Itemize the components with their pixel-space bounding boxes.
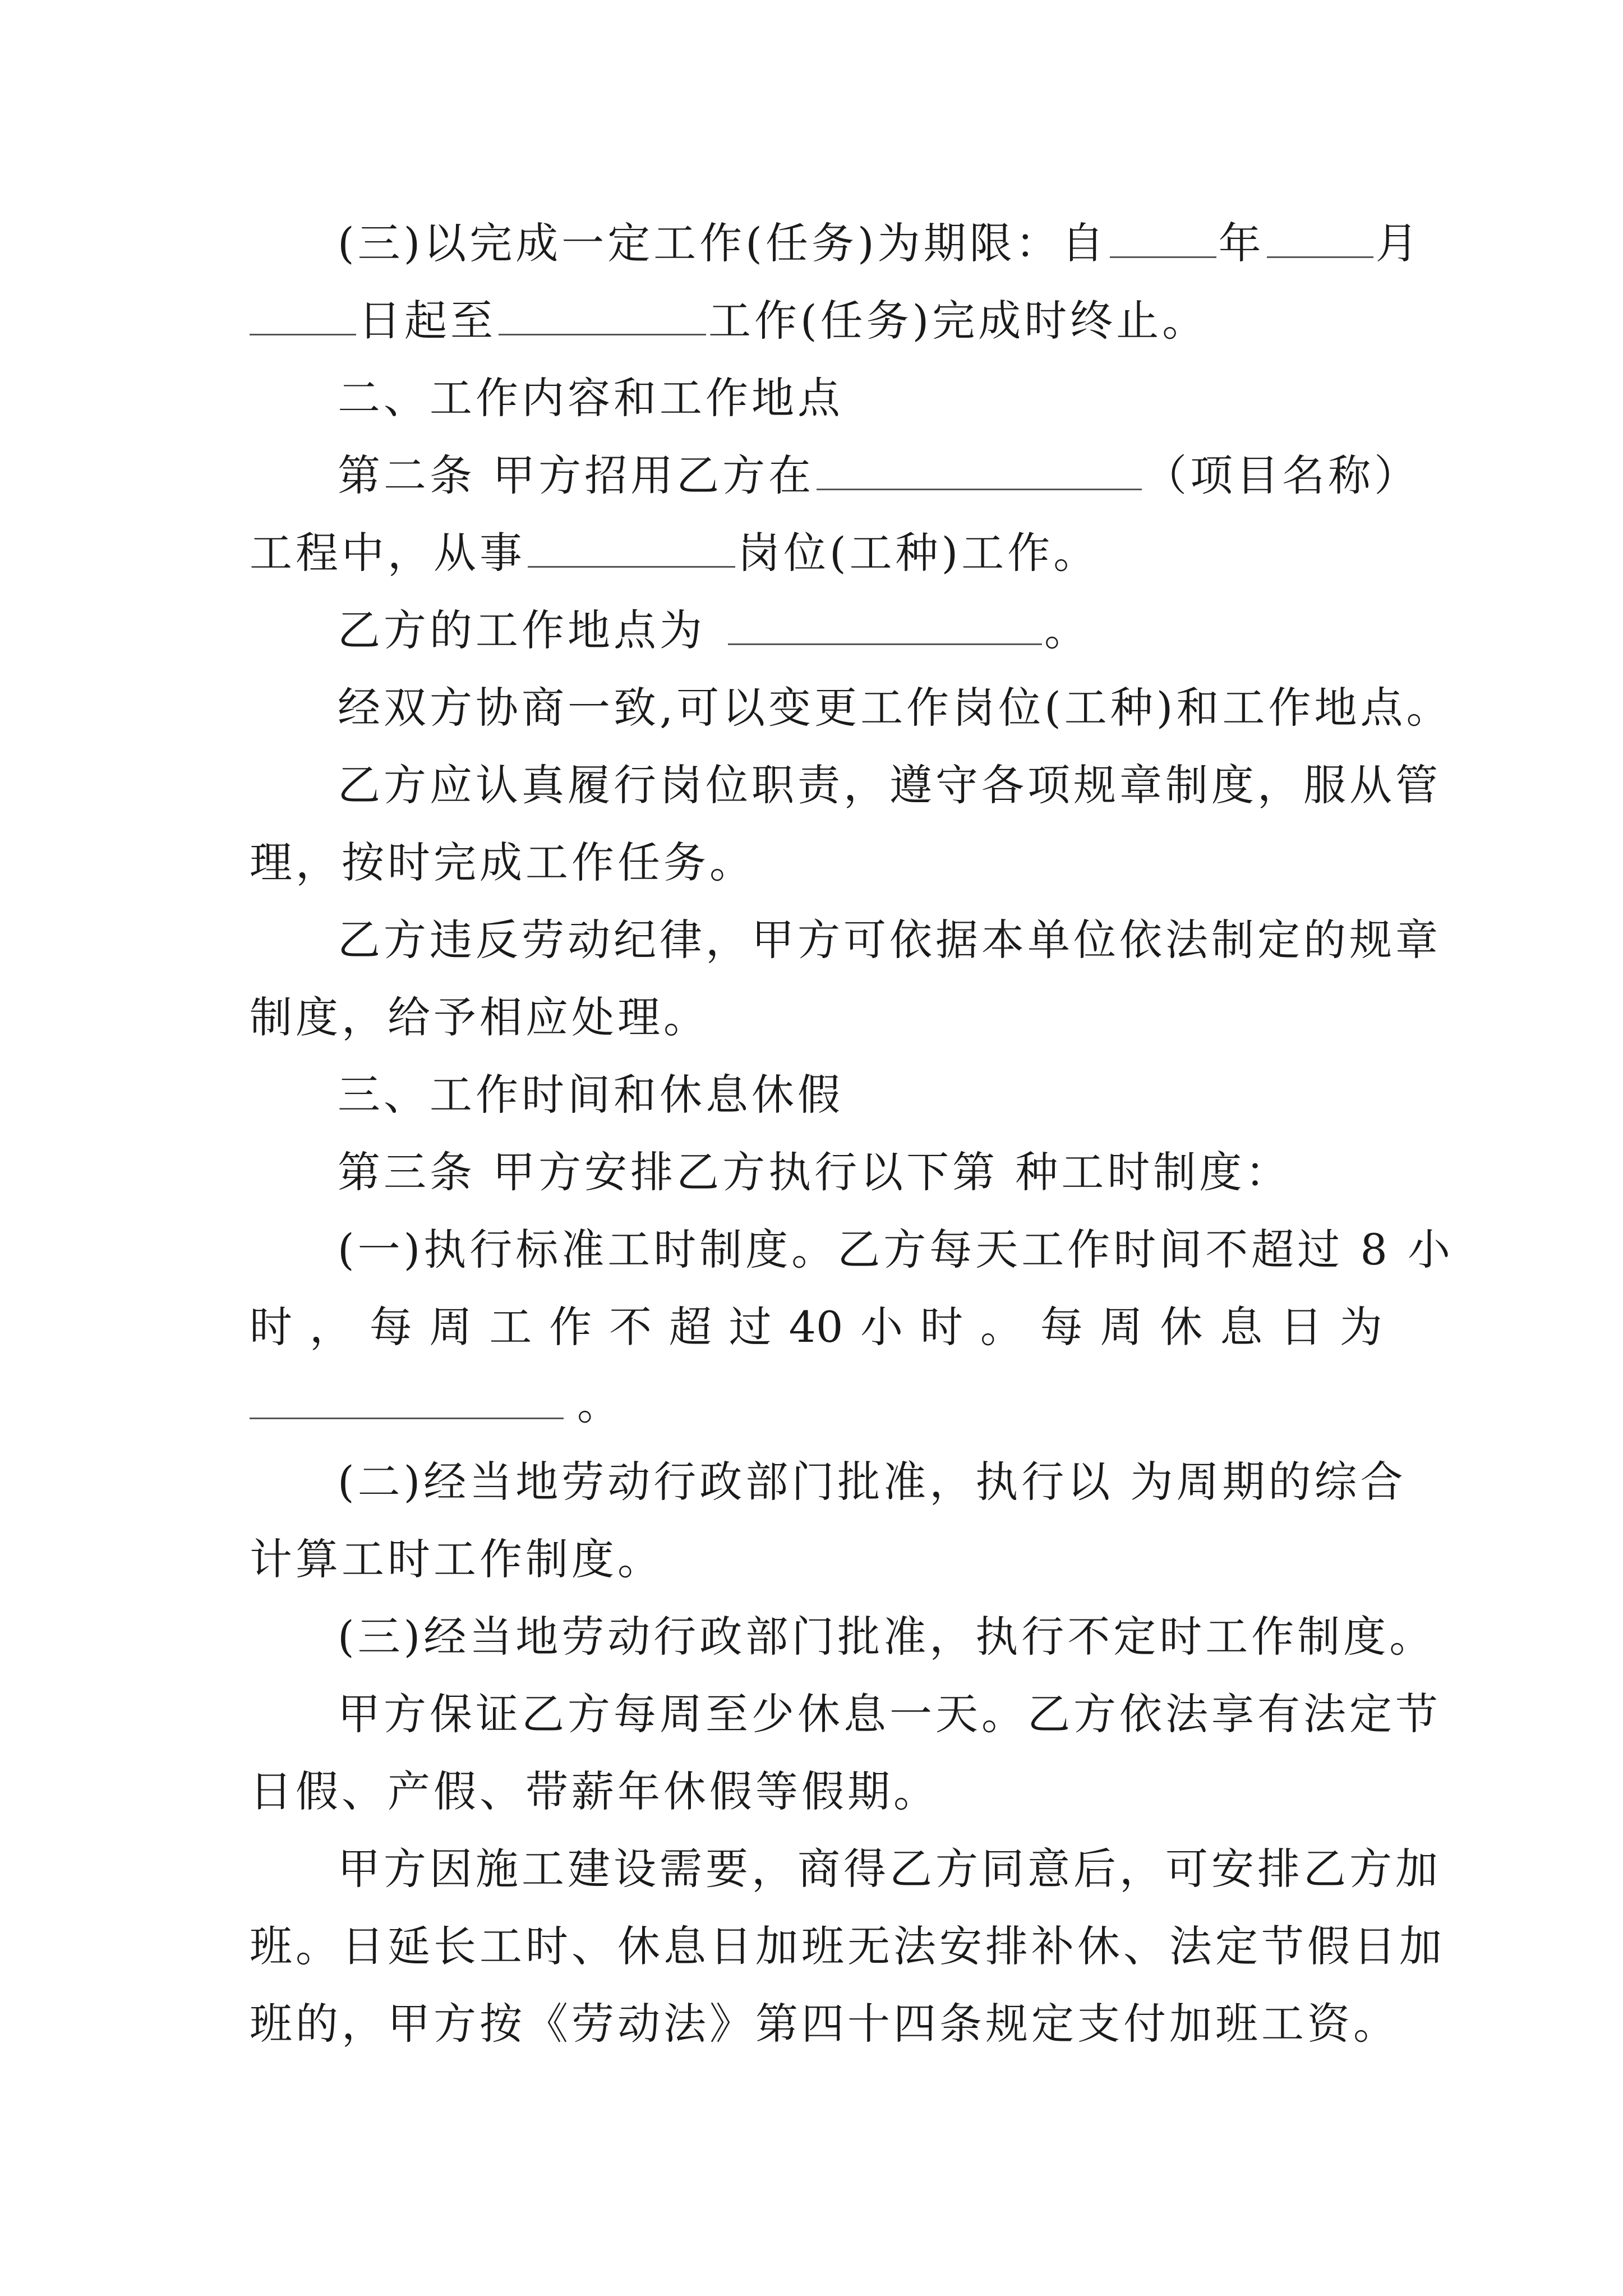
year-blank: [1110, 217, 1216, 258]
term-task-line-1: [338, 215, 1422, 272]
section-heading-3: 三、工作时间和休息休假: [338, 1070, 843, 1120]
discipline-line-1: 乙方违反劳动纪律，甲方可依据本单位依法制定的规章: [338, 915, 1441, 965]
month-blank: [1267, 217, 1373, 258]
project-blank: [817, 449, 1142, 490]
overtime-line-3: 班的，甲方按《劳动法》第四十四条规定支付加班工资。: [250, 1999, 1399, 2049]
task-end-text: 工作(任务)完成时终止。: [708, 296, 1209, 346]
overtime-line-1: 甲方因施工建设需要，商得乙方同意后，可安排乙方加: [338, 1844, 1441, 1894]
spread-char: 40: [789, 1302, 843, 1352]
spread-char: 超: [668, 1302, 712, 1352]
spread-char: 不: [609, 1302, 652, 1352]
spread-char: 时: [920, 1302, 963, 1352]
year-label: 年: [1218, 218, 1265, 268]
standard-hours-line-3: [250, 1377, 1382, 1433]
standard-hours-line-1: (一)执行标准工时制度。乙方每天工作时间不超过 8 小: [338, 1225, 1454, 1274]
spread-char: 作: [549, 1302, 592, 1352]
work-place-period: 。: [1044, 605, 1090, 655]
spread-char: 休: [1160, 1302, 1203, 1352]
spread-char: 。: [980, 1302, 1023, 1352]
term-task-line-2: [250, 293, 1382, 349]
project-work-text: 工程中，从事: [250, 528, 525, 578]
work-place-blank: [728, 604, 1042, 645]
duty-line-1: 乙方应认真履行岗位职责，遵守各项规章制度，服从管: [338, 760, 1441, 810]
task-blank: [499, 295, 706, 335]
spread-char: 小: [860, 1302, 903, 1352]
article-2-text: 第二条 甲方招用乙方在: [338, 450, 815, 500]
spread-char: ，: [309, 1302, 352, 1352]
duty-line-2: 理，按时完成工作任务。: [250, 838, 755, 887]
spread-char: 时: [250, 1302, 292, 1352]
article-2-line-1: [338, 448, 1421, 504]
comprehensive-hours-line-2: 计算工时工作制度。: [250, 1534, 663, 1584]
spread-char: 息: [1220, 1302, 1263, 1352]
change-position-text: 经双方协商一致,可以变更工作岗位(工种)和工作地点。: [338, 683, 1453, 733]
spread-char: 每: [1040, 1302, 1083, 1352]
work-place-label: 乙方的工作地点为: [338, 605, 706, 655]
rest-day-blank: [250, 1378, 564, 1419]
spread-char: 周: [1100, 1302, 1143, 1352]
article-3-text: 第三条 甲方安排乙方执行以下第 种工时制度：: [338, 1147, 1292, 1197]
rest-guarantee-line-1: 甲方保证乙方每周至少休息一天。乙方依法享有法定节: [338, 1689, 1441, 1739]
spread-char: 为: [1339, 1302, 1382, 1352]
spread-char: 日: [1280, 1302, 1323, 1352]
spread-char: 工: [489, 1302, 532, 1352]
overtime-line-2: 班。日延长工时、休息日加班无法安排补休、法定节假日加: [250, 1921, 1445, 1971]
month-label: 月: [1375, 218, 1422, 268]
comprehensive-hours-line-1: (二)经当地劳动行政部门批准，执行以 为周期的综合: [338, 1457, 1407, 1507]
discipline-line-2: 制度，给予相应处理。: [250, 992, 709, 1042]
article-2-line-2: [250, 525, 1382, 581]
rest-day-period: 。: [577, 1379, 623, 1429]
rest-guarantee-line-2: 日假、产假、带薪年休假等假期。: [250, 1766, 939, 1816]
day-label: 日起至: [358, 296, 496, 346]
day-blank: [250, 295, 356, 335]
position-label: 岗位(工种)工作。: [737, 528, 1100, 578]
term-task-text: (三)以完成一定工作(任务)为期限：自: [338, 218, 1108, 268]
flexible-hours-text: (三)经当地劳动行政部门批准，执行不定时工作制度。: [338, 1612, 1436, 1662]
spread-char: 周: [429, 1302, 472, 1352]
spread-char: 过: [728, 1302, 772, 1352]
section-heading-2: 二、工作内容和工作地点: [338, 373, 843, 423]
project-name-label: （项目名称）: [1144, 450, 1421, 500]
work-place-line: [338, 602, 1382, 659]
standard-hours-line-2: [250, 1299, 1382, 1355]
spread-char: 每: [369, 1302, 412, 1352]
position-blank: [528, 527, 735, 568]
